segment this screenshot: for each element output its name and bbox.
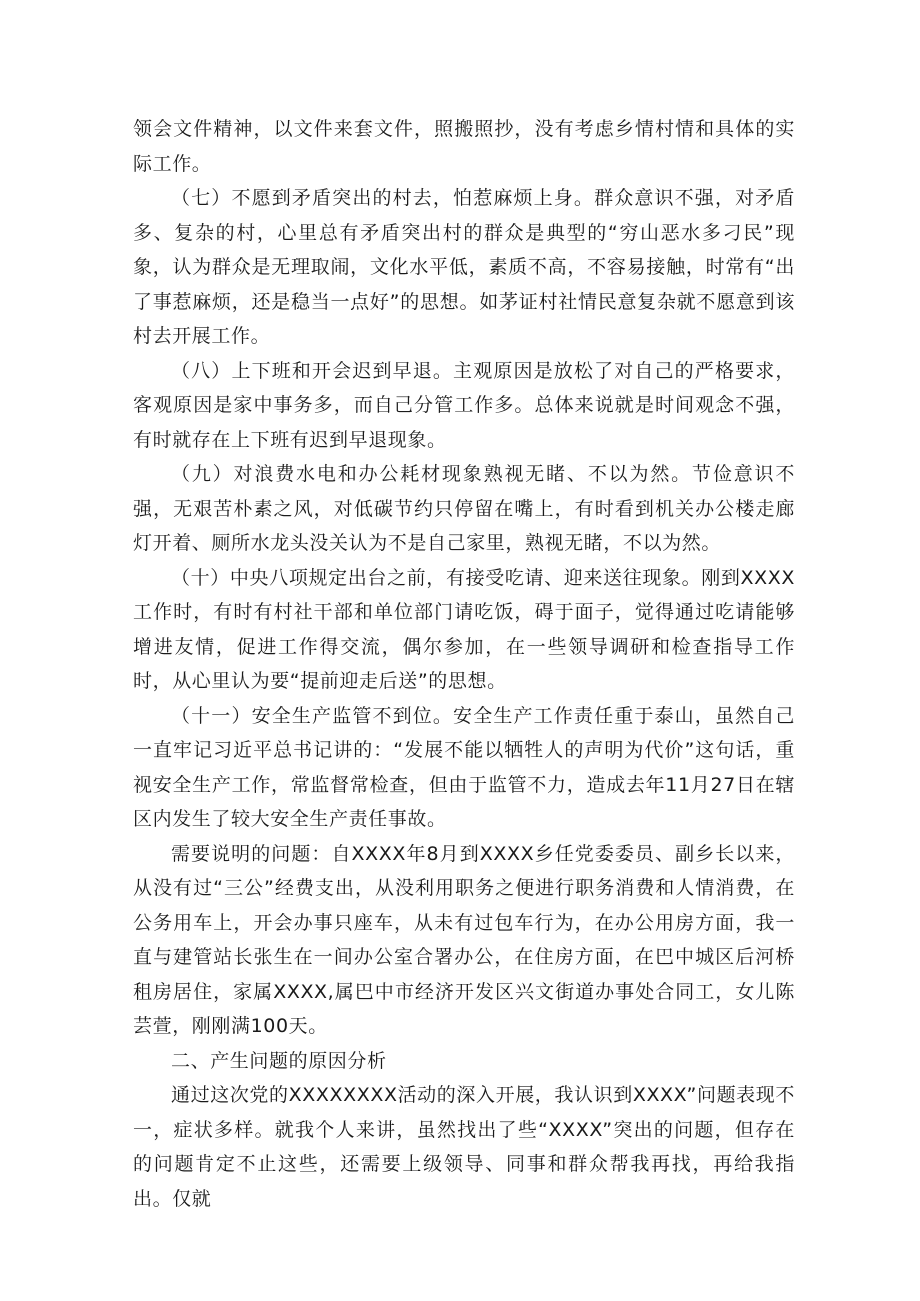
paragraph-item-10: （十）中央八项规定出台之前，有接受吃请、迎来送往现象。刚到XXXX工作时，有时有村社干部和单位部门请吃饭，碍于面子，觉得通过吃请能够增进友情，促进工作得交流，偶尔参加，在一些领导调研和检查指导工作时，从心里认为要“提前迎走后送”的思想。 xyxy=(133,566,795,692)
paragraph-clarification: 需要说明的问题：自XXXX年8月到XXXX乡任党委委员、副乡长以来，从没有过“三公”经费支出，从没利用职务之便进行职务消费和人情消费，在公务用车上，开会办事只座车，从未有过包车行为，在办公用房方面，我一直与建管站长张生在一间办公室合署办公，在住房方面，在巴中城区后河桥租房居住，家属XXXX,属巴中市经济开发区兴文街道办事处合同工，女儿陈芸萱，刚刚满100天。 xyxy=(133,842,795,1037)
paragraph-continuation: 领会文件精神，以文件来套文件，照搬照抄，没有考虑乡情村情和具体的实际工作。 xyxy=(133,118,795,175)
paragraph-item-7: （七）不愿到矛盾突出的村去，怕惹麻烦上身。群众意识不强，对矛盾多、复杂的村，心里总有矛盾突出村的群众是典型的“穷山恶水多刁民”现象，认为群众是无理取闹，文化水平低，素质不高，不容易接触，时常有“出了事惹麻烦，还是稳当一点好”的思想。如茅证村社情民意复杂就不愿意到该村去开展工作。 xyxy=(133,187,795,347)
paragraph-item-11: （十一）安全生产监管不到位。安全生产工作责任重于泰山，虽然自己一直牢记习近平总书记讲的：“发展不能以牺牲人的声明为代价”这句话，重视安全生产工作，常监督常检查，但由于监管不力，造成去年11月27日在辖区内发生了较大安全生产责任事故。 xyxy=(133,704,795,830)
paragraph-item-9: （九）对浪费水电和办公耗材现象熟视无睹、不以为然。节俭意识不强，无艰苦朴素之风，对低碳节约只停留在嘴上，有时看到机关办公楼走廊灯开着、厕所水龙头没关认为不是自己家里，熟视无睹，不以为然。 xyxy=(133,463,795,554)
paragraph-item-8: （八）上下班和开会迟到早退。主观原因是放松了对自己的严格要求，客观原因是家中事务多，而自己分管工作多。总体来说就是时间观念不强，有时就存在上下班有迟到早退现象。 xyxy=(133,359,795,451)
section-heading: 二、产生问题的原因分析 xyxy=(171,1049,387,1072)
paragraph-closing: 通过这次党的XXXXXXXX活动的深入开展，我认识到XXXX”问题表现不一，症状多样。就我个人来讲，虽然找出了些“XXXX”突出的问题，但存在的问题肯定不止这些，还需要上级领导、同事和群众帮我再找，再给我指出。仅就 xyxy=(133,1084,795,1210)
document-body xyxy=(133,112,795,1216)
